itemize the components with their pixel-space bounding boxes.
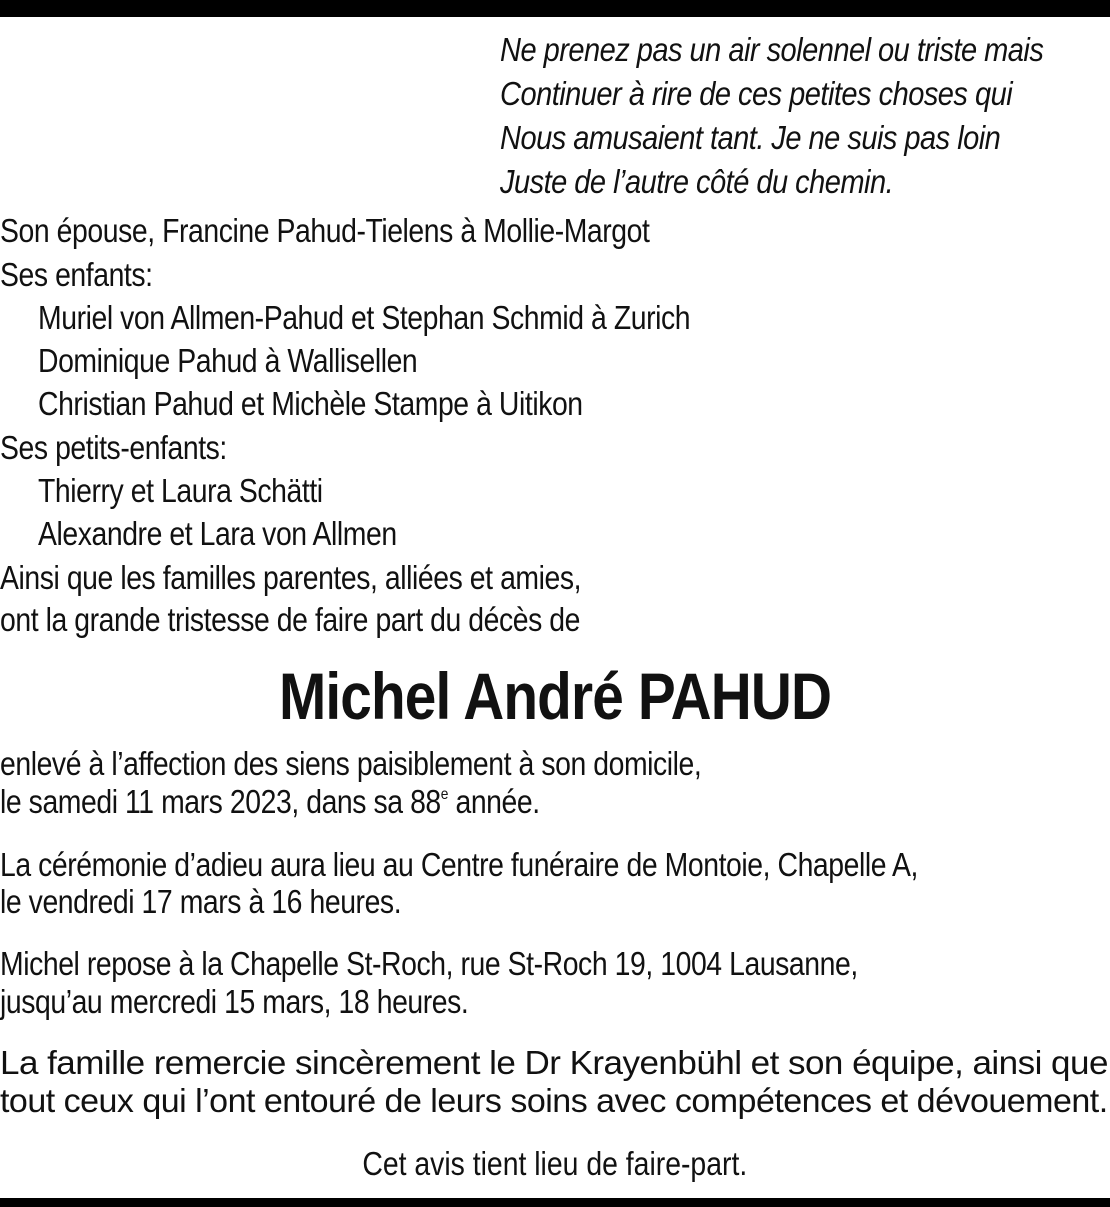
- child-entry: Christian Pahud et Michèle Stampe à Uitikon: [38, 385, 583, 422]
- announcement-line: ont la grande tristesse de faire part du décès de: [0, 601, 581, 638]
- thanks-line-1: La famille remercie sincèrement le Dr Krayenbühl et son équipe, ainsi que: [0, 1044, 1108, 1081]
- death-line-1: enlevé à l’affection des siens paisiblement à son domicile,: [0, 745, 702, 782]
- grandchild-entry: Alexandre et Lara von Allmen: [38, 515, 397, 552]
- poem-line: Juste de l’autre côté du chemin.: [500, 163, 894, 200]
- death-line-2: [0, 782, 540, 822]
- poem-verse: [500, 28, 1044, 204]
- closing-note: [0, 1144, 1110, 1184]
- top-border-rule: [0, 0, 1110, 17]
- ceremony-line-2: le vendredi 17 mars à 16 heures.: [0, 883, 402, 920]
- grandchild-entry: Thierry et Laura Schätti: [38, 472, 323, 509]
- poem-line: Nous amusaient tant. Je ne suis pas loin: [500, 119, 1001, 156]
- ordinal-superscript: e: [440, 786, 449, 803]
- child-entry: Muriel von Allmen-Pahud et Stephan Schmid à Zurich: [38, 299, 691, 336]
- poem-line: Ne prenez pas un air solennel ou triste mais: [500, 31, 1044, 68]
- child-entry: Dominique Pahud à Wallisellen: [38, 342, 418, 379]
- closing-note-text: Cet avis tient lieu de faire-part.: [362, 1145, 748, 1182]
- death-line-2-text: le samedi 11 mars 2023, dans sa 88: [0, 783, 441, 820]
- poem-line: Continuer à rire de ces petites choses qui: [500, 75, 1013, 112]
- thanks-line-2: tout ceux qui l’ont entouré de leurs soins avec compétences et dévouement.: [0, 1082, 1108, 1119]
- deceased-name: [0, 656, 1110, 736]
- rests-line-1: Michel repose à la Chapelle St-Roch, rue St-Roch 19, 1004 Lausanne,: [0, 945, 858, 982]
- relatives-line: Ainsi que les familles parentes, alliées et amies,: [0, 559, 582, 596]
- children-heading: Ses enfants:: [0, 256, 153, 293]
- spouse-line: Son épouse, Francine Pahud-Tielens à Mollie-Margot: [0, 212, 650, 249]
- death-line-2-suffix: année.: [448, 783, 540, 820]
- bottom-border-rule: [0, 1198, 1110, 1207]
- grandchildren-heading: Ses petits-enfants:: [0, 429, 227, 466]
- ceremony-line-1: La cérémonie d’adieu aura lieu au Centre funéraire de Montoie, Chapelle A,: [0, 846, 918, 883]
- rests-line-2: jusqu’au mercredi 15 mars, 18 heures.: [0, 983, 469, 1020]
- deceased-name-text: Michel André PAHUD: [278, 659, 832, 733]
